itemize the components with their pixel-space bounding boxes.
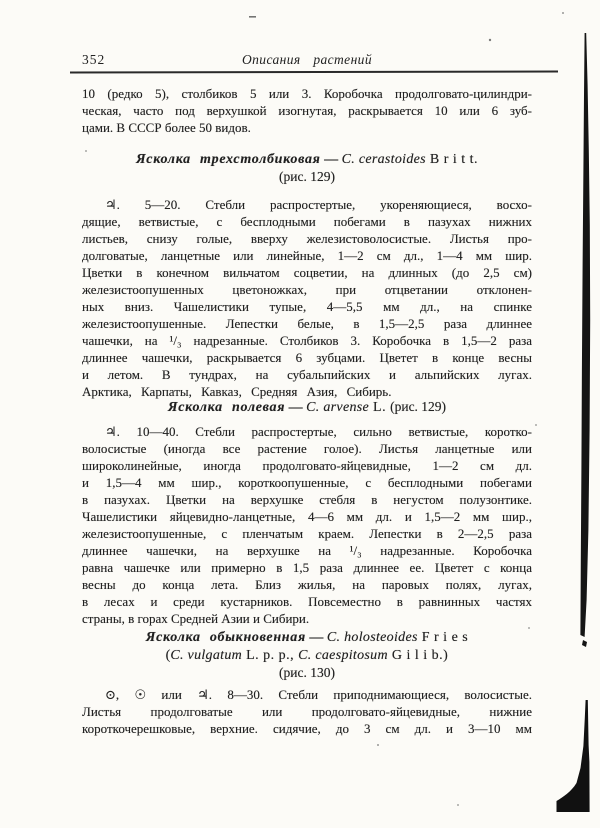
speck [249, 16, 256, 18]
species-name-ru: Ясколка полевая [167, 400, 286, 415]
species-heading-cerastoides [82, 151, 532, 168]
species-author: F r i e s [417, 630, 469, 645]
text-line: длиннее чашечки, на верхушке на ¹/₃ надрезанные. Коробочка [82, 543, 532, 558]
species-paragraph-arvense [82, 423, 532, 627]
text-line: равна чашечке или примерно в 1,5 раза длиннее ее. Цветет с конца [82, 560, 532, 575]
species-name-lat: C. arvense [306, 400, 370, 415]
page-number: 352 [82, 52, 106, 67]
page-edge-ink-line [580, 33, 590, 637]
text-line: в лесах и среди кустарников. Повсеместно в равнинных частях [82, 594, 532, 609]
figure-reference: (рис. 130) [279, 665, 335, 680]
text-line: Чашелистики яйцевидно-ланцетные, 4—6 мм дл. и 1,5—2 мм шир., [82, 509, 532, 524]
text-line: железистоопушенные, с пленчатым краем. Лепестки в 2—2,5 раза [82, 526, 532, 541]
text-line: в пазухах. Цветки на верхушке стебля в негустом полузонтике. [82, 492, 532, 507]
text-line: ⊙, ☉ или ♃. 8—30. Стебли приподнимающиеся, волосистые. [105, 687, 532, 702]
text-line: дящие, ветвистые, с бесплодными побегами в пазухах нижних [82, 214, 532, 229]
intro-paragraph [82, 85, 532, 136]
species-author: B r i t t. [425, 152, 479, 167]
syn-author: L. p. p., [242, 648, 299, 663]
species-heading-holosteoides [82, 629, 532, 646]
species-name-lat: C. holosteoides [326, 630, 418, 645]
text-line: Арктика, Карпаты, Кавказ, Средняя Азия, Сибирь. [82, 384, 392, 399]
text-line: долговатые, ланцетные или линейные, 1—2 см дл., 1—4 мм шир. [82, 248, 532, 263]
heading-dash: — [285, 400, 307, 415]
syn-name-lat: C. caespitosum [298, 648, 388, 663]
text-line: Листья продолговатые или продолговато-яйцевидные, нижние [82, 704, 532, 719]
text-line: ных вниз. Чашелистики тупые, 4—5,5 мм дл., на спинке [82, 299, 532, 314]
figure-reference: (рис. 129) [279, 169, 335, 184]
text-line: ♃. 10—40. Стебли распростертые, сильно ветвистые, коротко- [105, 424, 532, 439]
text-line: чашечки, на ¹/₃ надрезанные. Столбиков 3. Коробочка в 1,5—2 раза [82, 333, 532, 348]
text-line: цами. В СССР более 50 видов. [82, 120, 251, 135]
species-name-lat: C. cerastoides [341, 152, 426, 167]
text-line: листьев, снизу голые, вверху железистоволосистые. Листья про- [82, 231, 532, 246]
species-paragraph-holosteoides [82, 686, 532, 737]
species-heading-arvense [82, 398, 532, 416]
speck [377, 744, 379, 746]
speck [535, 424, 537, 426]
text-line: страны, в горах Средней Азии и Сибири. [82, 611, 310, 626]
ink-blob [557, 700, 590, 812]
species-synonyms [82, 647, 532, 664]
text-line: железистоопушенных цветоножках, при отцветании отклонен- [82, 282, 532, 297]
text-line: широколинейные, иногда продолговато-яйцевидные, 1—2 см дл. [82, 458, 532, 473]
text-line: короткочерешковые, верхние. сидячие, до 3 см дл. и 3—10 мм [82, 721, 532, 736]
figure-reference: (рис. 129) [390, 399, 447, 414]
running-title: Описания растений [242, 52, 372, 67]
speck [489, 39, 491, 41]
speck [457, 804, 459, 806]
text-line: Цветки в конечном вильчатом соцветии, на длинных (до 2,5 см) [82, 265, 532, 280]
header-rule [70, 70, 558, 73]
text-line: 10 (редко 5), столбиков 5 или 3. Коробочка продолговато-цилиндри- [82, 86, 532, 101]
text-line: ческая, часто под верхушкой изогнутая, раскрывается 10 или 6 зуб- [82, 103, 532, 118]
species-author: L. [369, 400, 391, 415]
text-line: железистоопушенные. Лепестки белые, в 1,5—2,5 раза длиннее [82, 316, 532, 331]
text-line: весны до конца лета. Близ жилья, на паровых полях, лугах, [82, 577, 532, 592]
species-name-ru: Ясколка обыкновенная [145, 630, 306, 645]
syn-open: ( [165, 648, 171, 663]
heading-dash: — [305, 630, 327, 645]
text-line: и летом. В тундрах, на субальпийских и альпийских лугах. [82, 367, 532, 382]
syn-author: G i l i b.) [387, 648, 449, 663]
text-line: и 1,5—4 мм шир., короткоопушенные, с бесплодными побегами [82, 475, 532, 490]
species-paragraph-cerastoides [82, 196, 532, 400]
page-edge-ink-tail [582, 640, 587, 647]
text-line: волосистые (иногда все растение голое). Листья ланцетные или [82, 441, 532, 456]
species-name-ru: Ясколка трехстолбиковая [135, 152, 321, 167]
text-line: ♃. 5—20. Стебли распростертые, укореняющиеся, восхо- [105, 197, 532, 212]
syn-name-lat: C. vulgatum [170, 648, 243, 663]
speck [562, 12, 564, 14]
text-line: длиннее чашечки, раскрывается 6 зубцами. Цветет в конце весны [82, 350, 532, 365]
heading-dash: — [320, 152, 342, 167]
